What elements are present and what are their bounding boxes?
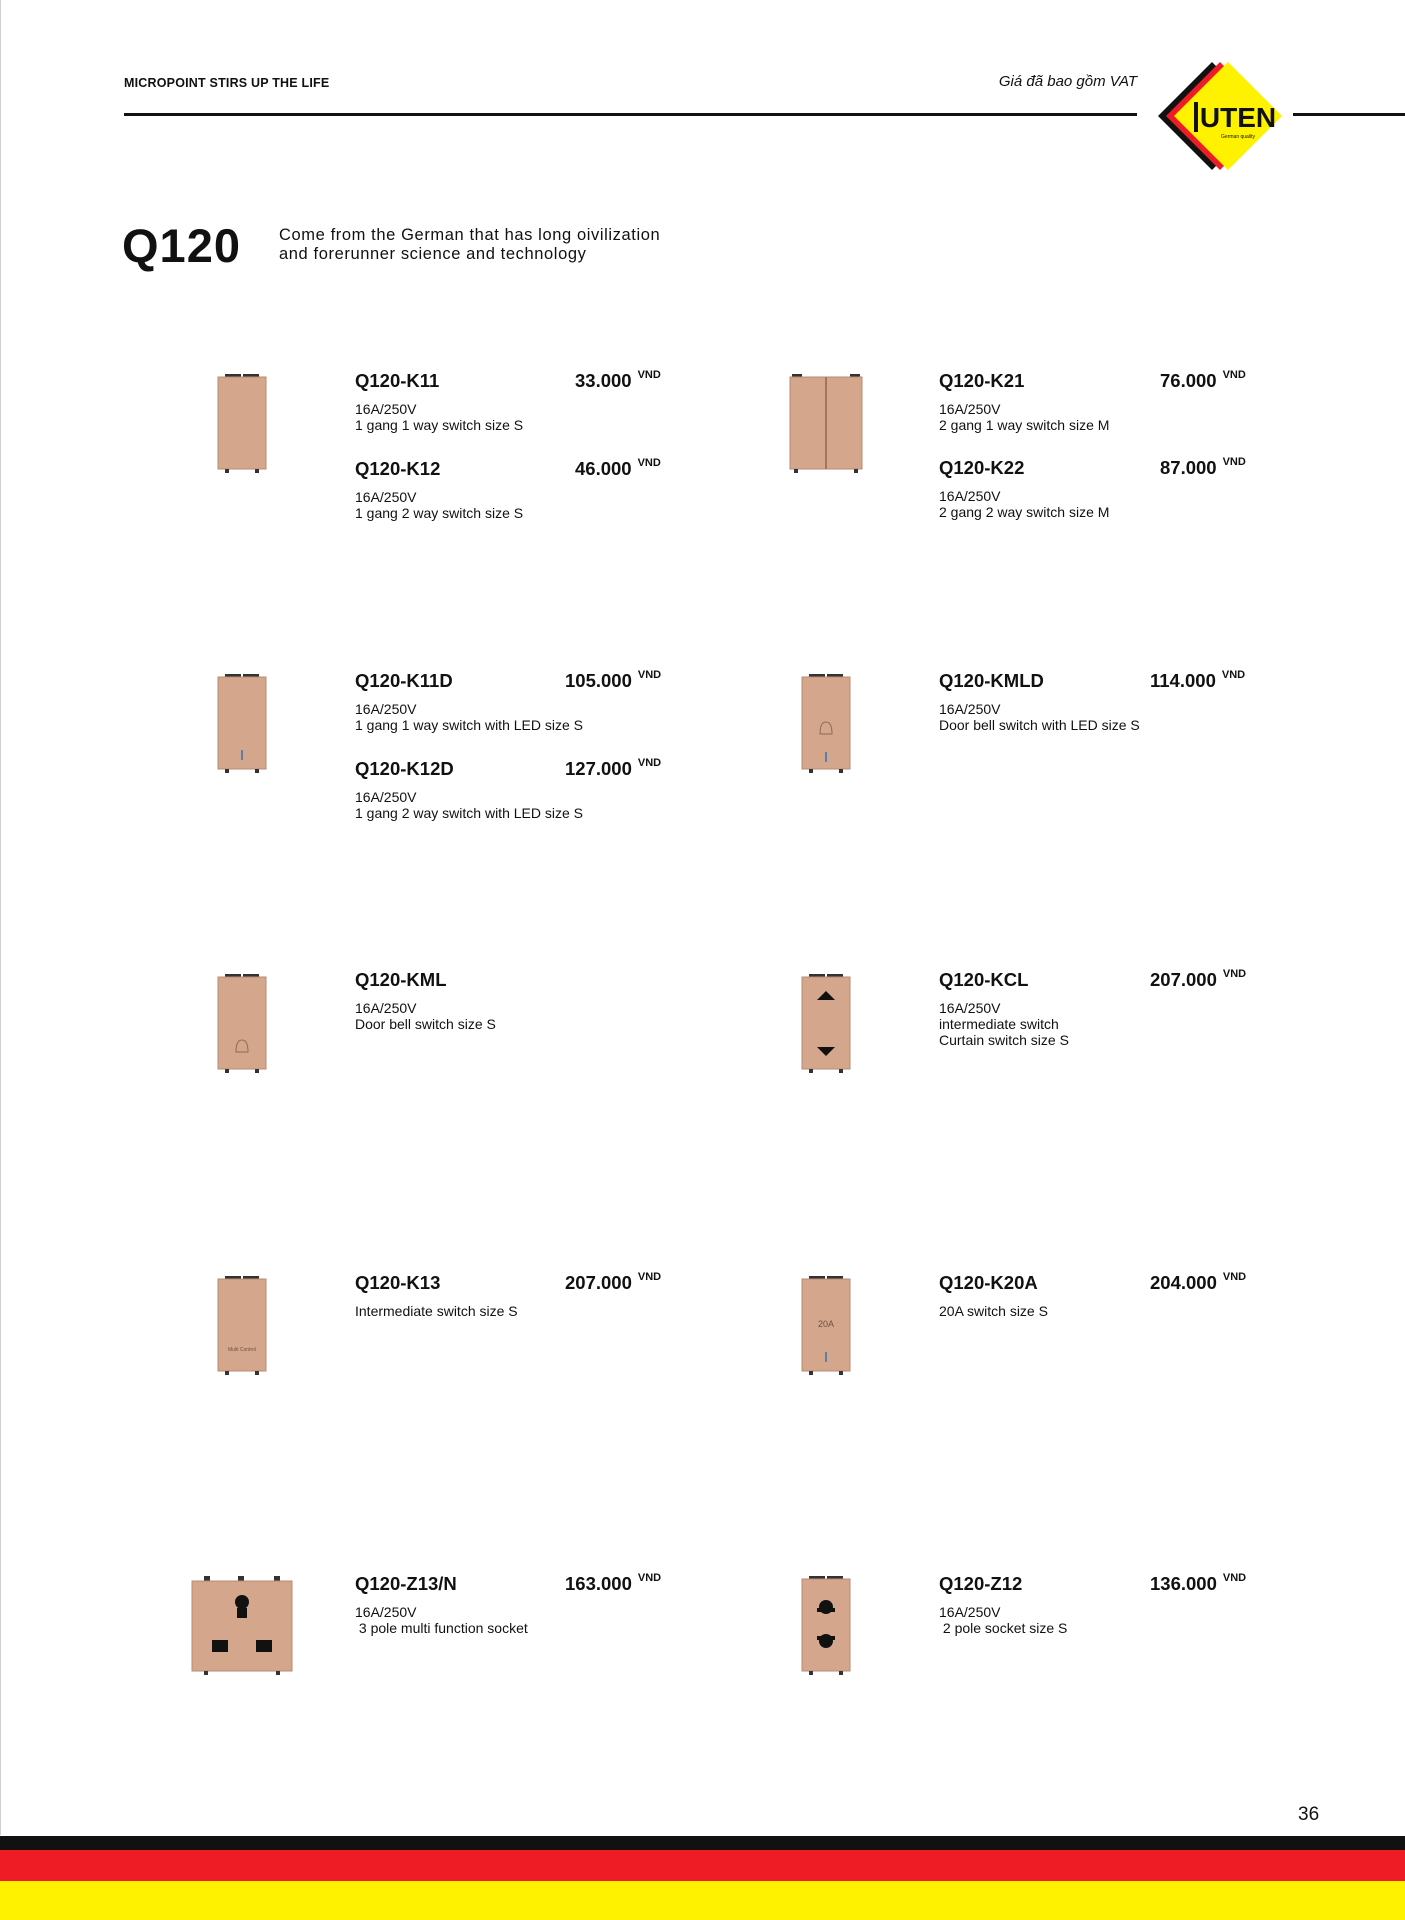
product-code: Q120-Z13/N	[355, 1573, 457, 1594]
product-price: 46.000 $^{VND}$	[575, 457, 661, 479]
product-description: 16A/250V 3 pole multi function socket	[355, 1604, 528, 1636]
product-image-z12	[800, 1574, 852, 1678]
product-description: Intermediate switch size S	[355, 1303, 518, 1319]
product-image-k21	[788, 372, 864, 476]
product-image-kcl	[800, 972, 852, 1076]
product-description: 16A/250V 2 gang 2 way switch size M	[939, 488, 1110, 520]
product-price: 207.000 $^{VND}$	[1150, 968, 1247, 990]
product-code: Q120-K11D	[355, 670, 453, 691]
currency-unit: VND	[1222, 369, 1246, 381]
product-description: 16A/250V Door bell switch with LED size S	[939, 701, 1140, 733]
product-price: 163.000 $^{VND}$	[565, 1572, 662, 1594]
currency-unit: VND	[1222, 456, 1246, 468]
logo-text: UTEN	[1199, 102, 1277, 133]
header-tagline: MICROPOINT STIRS UP THE LIFE	[124, 76, 330, 90]
product-code: Q120-K12	[355, 458, 441, 479]
product-code: Q120-K13	[355, 1272, 441, 1293]
currency-unit: VND	[1222, 968, 1247, 980]
page-number: 36	[1298, 1804, 1320, 1825]
product-code: Q120-KMLD	[939, 670, 1044, 691]
currency-unit: VND	[1222, 1271, 1247, 1283]
product-price: 204.000 $^{VND}$	[1150, 1271, 1247, 1293]
series-title: Q120	[122, 219, 241, 272]
product-description: 16A/250V intermediate switch Curtain switch size S	[939, 1000, 1069, 1048]
product-price: 114.000 $^{VND}$	[1150, 669, 1246, 691]
product-description: 16A/250V 1 gang 1 way switch size S	[355, 401, 524, 433]
uten-logo	[1150, 58, 1290, 174]
currency-unit: VND	[1222, 1572, 1247, 1584]
product-price: 105.000 $^{VND}$	[565, 669, 662, 691]
product-price: 33.000 $^{VND}$	[575, 369, 661, 391]
product-description: 20A switch size S	[939, 1303, 1048, 1319]
footer-band-yellow	[0, 1881, 1405, 1920]
currency-unit: VND	[637, 757, 662, 769]
page-edge	[0, 0, 1, 1835]
currency-unit: VND	[1221, 669, 1246, 681]
product-code: Q120-K22	[939, 457, 1025, 478]
product-image-z13n	[190, 1574, 294, 1678]
product-code: Q120-Z12	[939, 1573, 1023, 1594]
product-description: 16A/250V Door bell switch size S	[355, 1000, 496, 1032]
product-image-kmld	[800, 672, 852, 776]
currency-unit: VND	[637, 1271, 662, 1283]
product-code: Q120-K12D	[355, 758, 454, 779]
header-rule-right	[1293, 113, 1405, 116]
product-code: Q120-KCL	[939, 969, 1029, 990]
k13-image-label: Multi Control	[227, 1347, 257, 1353]
product-description: 16A/250V 2 pole socket size S	[939, 1604, 1068, 1636]
product-description: 16A/250V 1 gang 2 way switch size S	[355, 489, 524, 521]
footer-band-red	[0, 1850, 1405, 1881]
currency-unit: VND	[637, 669, 662, 681]
series-description-line: and forerunner science and technology	[279, 245, 587, 263]
product-image-k11d	[216, 672, 268, 776]
product-price: 136.000 $^{VND}$	[1150, 1572, 1247, 1594]
product-description: 16A/250V 2 gang 1 way switch size M	[939, 401, 1110, 433]
series-description-line: Come from the German that has long oivilization	[279, 226, 661, 244]
product-code: Q120-K21	[939, 370, 1025, 391]
product-code: Q120-K20A	[939, 1272, 1038, 1293]
currency-unit: VND	[637, 369, 661, 381]
product-image-k20a	[800, 1274, 852, 1378]
k20a-image-label: 20A	[817, 1319, 835, 1329]
product-description: 16A/250V 1 gang 2 way switch with LED size S	[355, 789, 583, 821]
product-code: Q120-K11	[355, 370, 440, 391]
currency-unit: VND	[637, 457, 661, 469]
header-rule	[124, 113, 1137, 116]
product-image-k13	[216, 1274, 268, 1378]
product-image-k11	[216, 372, 268, 476]
product-price: 76.000 $^{VND}$	[1160, 369, 1246, 391]
vat-note: Giá đã bao gồm VAT	[998, 73, 1137, 90]
series-description	[279, 226, 660, 264]
footer-band-black	[0, 1836, 1405, 1850]
currency-unit: VND	[637, 1572, 662, 1584]
product-image-kml	[216, 972, 268, 1076]
product-code: Q120-KML	[355, 969, 447, 990]
product-price: 127.000 $^{VND}$	[565, 757, 662, 779]
logo-subtext: German quality	[1221, 134, 1255, 140]
product-price: 207.000 $^{VND}$	[565, 1271, 662, 1293]
product-price: 87.000 $^{VND}$	[1160, 456, 1246, 478]
product-description: 16A/250V 1 gang 1 way switch with LED size S	[355, 701, 583, 733]
